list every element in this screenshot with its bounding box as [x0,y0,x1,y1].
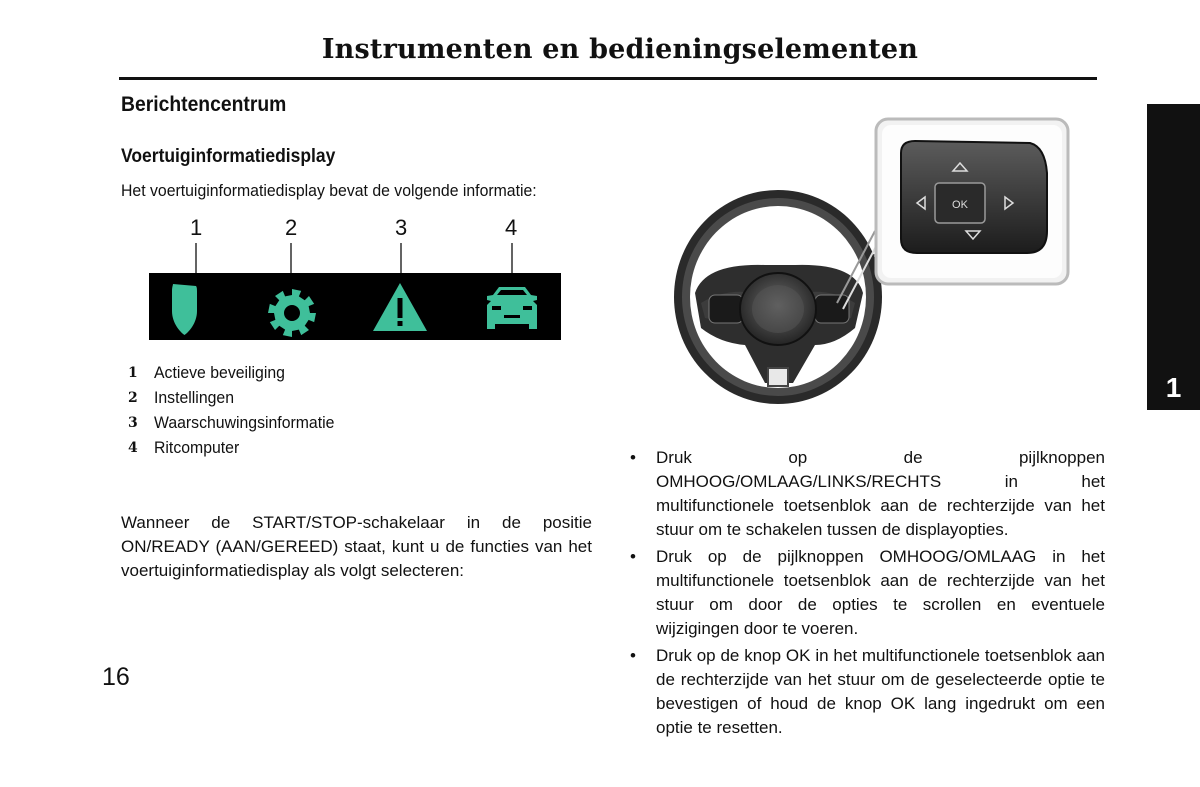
warning-triangle-icon [373,283,427,331]
gear-icon [268,289,316,337]
legend-number: 4 [128,439,138,456]
legend-item [128,360,348,385]
legend-item [128,410,348,435]
callout-number-2: 2 [285,215,298,240]
subsection-title: Voertuiginformatiedisplay [121,146,336,167]
bullet-item [630,545,1105,641]
bullet-item [630,446,1105,542]
legend-number: 1 [128,364,138,381]
instruction-bullets [630,446,1105,743]
legend-item [128,385,348,410]
bullet-text: Druk op de pijlknoppen OMHOOG/OMLAAG in het multifunctionele toetsenblok aan de rechterzijde van het stuur om door de opties te scrollen en eventuele wijzigingen door te voeren. [656,547,1105,638]
legend-label: Waarschuwingsinformatie [154,412,335,432]
legend-number: 3 [128,414,138,431]
display-icon-bar [149,273,561,340]
legend-item [128,435,348,460]
bullet-text: Druk op de pijlknoppen OMHOOG/OMLAAG/LINKS/RECHTS in het multifunctionele toetsenblok aan de rechterzijde van het stuur om te schakelen tussen de displayopties. [656,448,1105,539]
bullet-symbol: • [630,547,636,566]
chapter-tab [1147,104,1200,410]
car-icon [487,287,537,329]
page-header-title: Instrumenten en bedieningselementen [321,34,919,65]
page-number: 16 [102,663,130,691]
legend-label: Ritcomputer [154,437,240,457]
chapter-tab-number: 1 [1165,372,1182,403]
icon-legend [128,360,348,460]
steering-wheel-illustration [665,113,1075,418]
section-title: Berichtencentrum [121,93,287,116]
callout-number-3: 3 [395,215,408,240]
legend-label: Actieve beveiliging [154,362,285,382]
intro-text: Het voertuiginformatiedisplay bevat de volgende informatie: [121,181,537,200]
legend-label: Instellingen [154,387,234,407]
shield-icon [172,284,197,335]
start-stop-paragraph: Wanneer de START/STOP-schakelaar in de positie ON/READY (AAN/GEREED) staat, kunt u de functies van het voertuiginformatiedisplay als volgt selecteren: [121,513,592,580]
bullet-symbol: • [630,646,636,665]
callout-number-4: 4 [505,215,518,240]
callout-number-1: 1 [190,215,203,240]
legend-number: 2 [128,389,138,406]
bullet-item [630,644,1105,740]
bullet-text: Druk op de knop OK in het multifunctionele toetsenblok aan de rechterzijde van het stuur om de geselecteerde optie te bevestigen of houd de knop OK lang ingedrukt om een optie te resetten. [656,646,1105,737]
ok-button: OK [952,199,968,211]
bullet-symbol: • [630,448,636,467]
